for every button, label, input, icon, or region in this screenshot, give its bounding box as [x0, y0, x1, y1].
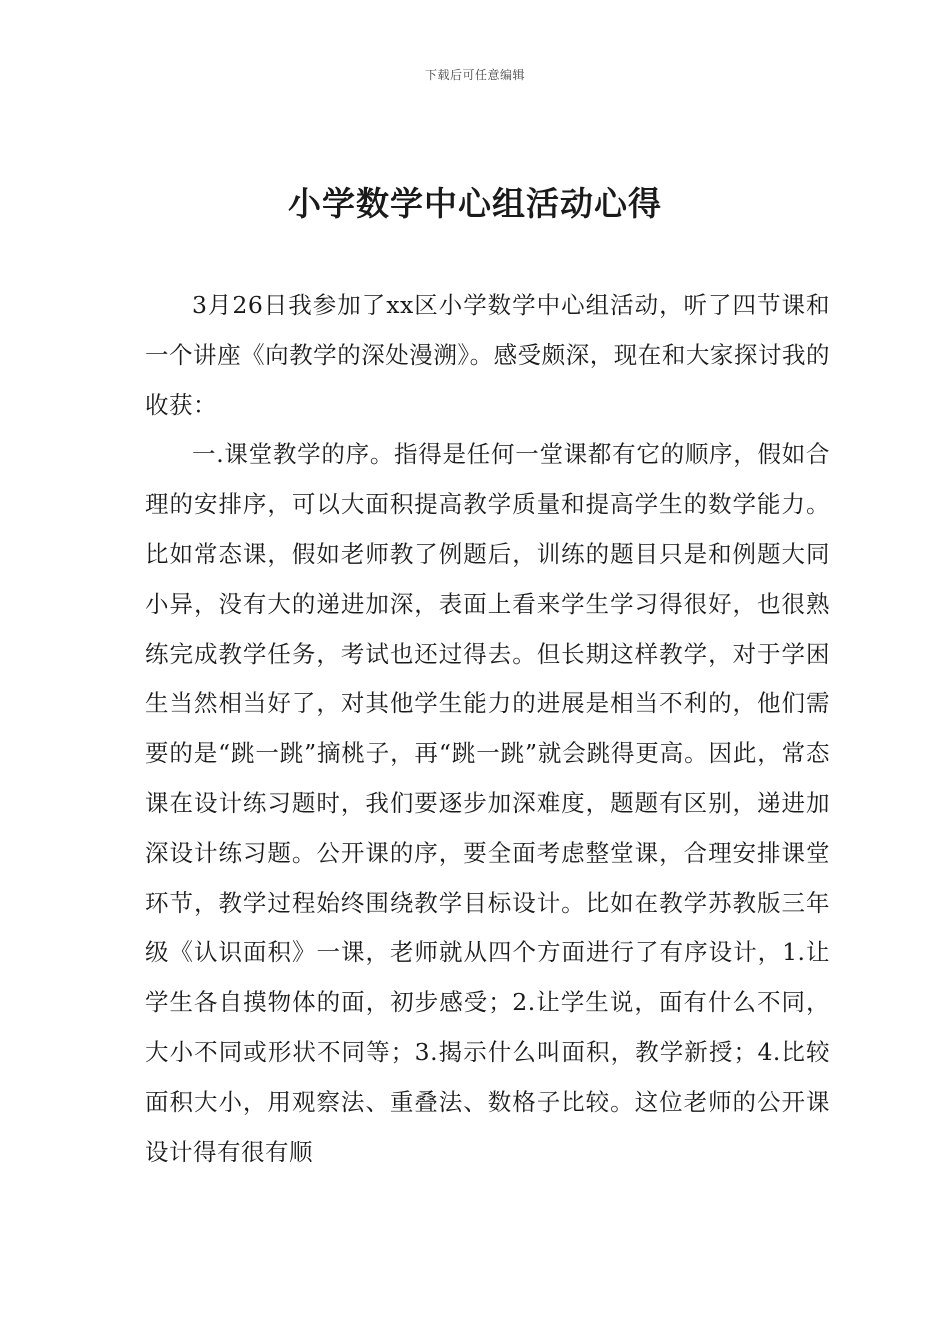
header-note: 下载后可任意编辑 — [424, 68, 525, 82]
document-body — [145, 281, 830, 1177]
paragraph-intro: 3月26日我参加了xx区小学数学中心组活动，听了四节课和一个讲座《向教学的深处漫溯》。感受颇深，现在和大家探讨我的收获： — [145, 291, 830, 419]
paragraph-section-one: 一.课堂教学的序。指得是任何一堂课都有它的顺序，假如合理的安排序，可以大面积提高教学质量和提高学生的数学能力。比如常态课，假如老师教了例题后，训练的题目只是和例题大同小异，没有大的递进加深，表面上看来学生学习得很好，也很熟练完成教学任务，考试也还过得去。但长期这样教学，对于学困生当然相当好了，对其他学生能力的进展是相当不利的，他们需要的是“跳一跳”摘桃子，再“跳一跳”就会跳得更高。因此，常态课在设计练习题时，我们要逐步加深难度，题题有区别，递进加深设计练习题。公开课的序，要全面考虑整堂课，合理安排课堂环节，教学过程始终围绕教学目标设计。比如在教学苏教版三年级《认识面积》一课，老师就从四个方面进行了有序设计，1.让学生各自摸物体的面，初步感受；2.让学生说，面有什么不同，大小不同或形状不同等；3.揭示什么叫面积，教学新授；4.比较面积大小，用观察法、重叠法、数格子比较。这位老师的公开课设计得有很有顺 — [145, 440, 830, 1166]
document-title: 小学数学中心组活动心得 — [288, 184, 662, 223]
